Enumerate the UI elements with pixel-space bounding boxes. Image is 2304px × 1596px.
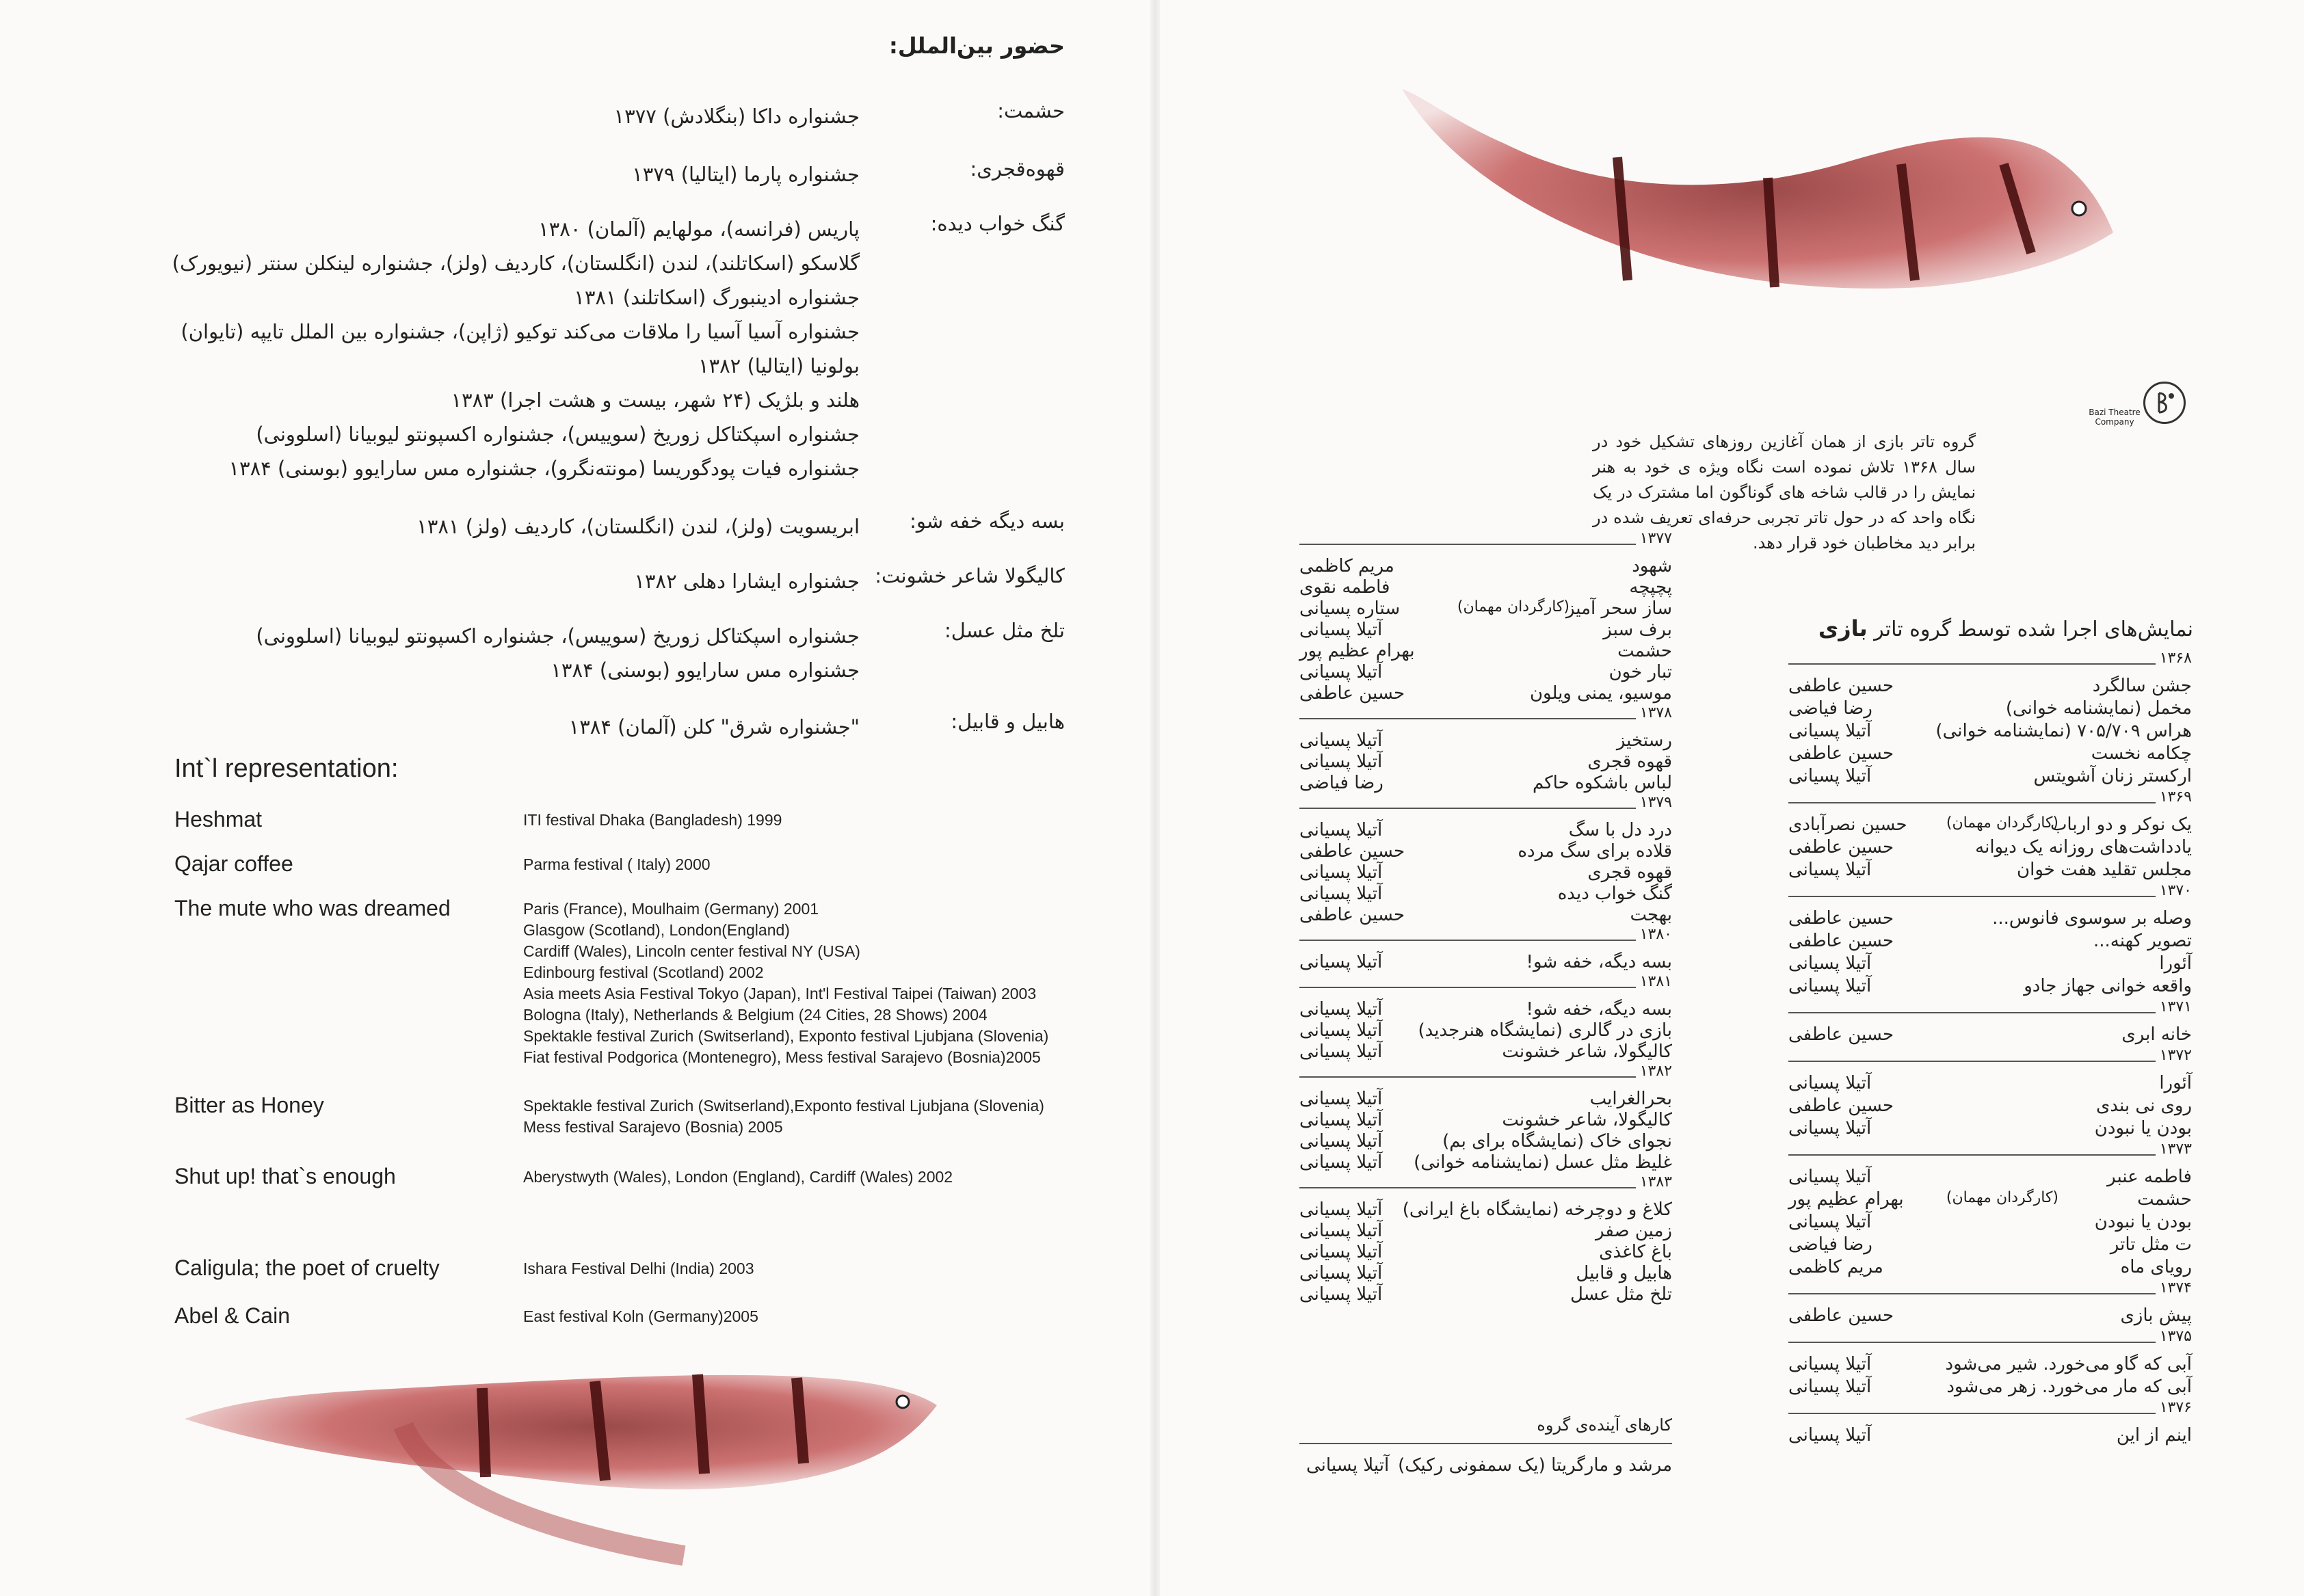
performance-director: آتیلا پسیانی	[1788, 766, 1872, 786]
performance-item	[1788, 1073, 2192, 1095]
year-divider	[1788, 998, 2192, 1015]
performance-title: هراس ۷۰۵/۷۰۹ (نمایشنامه خوانی)	[1935, 721, 2192, 741]
performance-title: وصله بر سوسوی فانوس...	[1992, 908, 2192, 929]
year-divider	[1299, 704, 1672, 721]
year-label: ۱۳۷۷	[1636, 530, 1672, 547]
performance-title: بسه دیگه، خفه شو!	[1526, 952, 1672, 972]
intl-row-fa-venue-line: جشنواره ادینبورگ (اسکاتلند) ۱۳۸۱	[574, 286, 860, 309]
performance-title: درد دل با سگ	[1568, 820, 1672, 840]
performance-title: بودن یا نبودن	[2094, 1212, 2192, 1232]
performance-title: یک نوکر و دو ارباب	[2050, 814, 2192, 835]
performance-director: آتیلا پسیانی	[1299, 952, 1383, 972]
performance-item	[1299, 883, 1672, 905]
performance-item	[1788, 1167, 2192, 1189]
intl-row-en-venue-line: Asia meets Asia Festival Tokyo (Japan), Int'l Festival Taipei (Taiwan) 2003	[523, 985, 1037, 1002]
performance-director: آتیلا پسیانی	[1788, 1354, 1872, 1374]
performance-director: آتیلا پسیانی	[1788, 1073, 1872, 1093]
performance-director: حسین عاطفی	[1788, 1305, 1894, 1326]
intl-row-en-venues	[523, 1306, 758, 1327]
year-label: ۱۳۷۱	[2156, 998, 2192, 1015]
performance-director: حسین عاطفی	[1299, 683, 1405, 704]
performance-director: حسین عاطفی	[1299, 905, 1405, 925]
performances-title	[1818, 615, 2193, 641]
performance-director: آتیلا پسیانی	[1299, 862, 1383, 883]
intl-row-en-venue-line: Spektakle festival Zurich (Switserland),Exponto festival Ljubjana (Slovenia)	[523, 1097, 1044, 1115]
intl-row-fa-venue-line: جشنواره ایشارا دهلی ۱۳۸۲	[634, 570, 860, 593]
year-divider	[1788, 650, 2192, 667]
intl-row-en-venue-line: ITI festival Dhaka (Bangladesh) 1999	[523, 811, 782, 829]
performance-title: موسیو، یمنی ویلون	[1529, 683, 1672, 704]
performance-title: حشمت	[2137, 1189, 2192, 1210]
intl-row-en-venue-line: Paris (France), Moulhaim (Germany) 2001	[523, 900, 819, 918]
guest-director-note: (کارگردان مهمان)	[1946, 814, 2058, 832]
performance-item	[1299, 1089, 1672, 1110]
performance-director: آتیلا پسیانی	[1299, 820, 1383, 840]
performance-title: قهوه قجری	[1587, 862, 1672, 883]
performance-director: آتیلا پسیانی	[1299, 662, 1383, 682]
company-logo	[2143, 382, 2186, 424]
year-divider	[1299, 926, 1672, 943]
performance-title: آبی که گاو می‌خورد. شیر می‌شود	[1945, 1354, 2192, 1374]
performance-title: ساز سحر آمیز	[1565, 598, 1672, 619]
performance-item	[1788, 1189, 2192, 1212]
performance-title: بهجت	[1630, 905, 1672, 925]
performance-title: هابیل و قابیل	[1576, 1263, 1672, 1284]
performance-item	[1788, 931, 2192, 953]
performance-title: مخمل (نمایشنامه خوانی)	[2005, 698, 2192, 719]
performance-item	[1299, 683, 1672, 704]
performance-director: آتیلا پسیانی	[1299, 999, 1383, 1020]
performance-title: روی نی بندی	[2096, 1095, 2192, 1116]
performance-title: پچپچه	[1629, 577, 1672, 598]
performance-director: مریم کاظمی	[1299, 556, 1394, 576]
performance-item	[1788, 743, 2192, 766]
intl-row-fa-venue-line: پاریس (فرانسه)، مولهایم (آلمان) ۱۳۸۰	[538, 217, 860, 241]
performance-director: رضا فیاضی	[1788, 698, 1872, 719]
company-logo-text: Bazi Theatre Company	[2089, 408, 2141, 427]
performance-item	[1299, 620, 1672, 641]
intl-row-fa-label: کالیگولا شاعر خشونت:	[875, 564, 1065, 587]
intl-row-fa-venues	[614, 99, 860, 133]
intl-row-fa-venue-line: جشنواره اسپکتاکل زوریخ (سوییس)، جشنواره اکسپونتو لیوبیانا (اسلوونی)	[256, 624, 860, 648]
performance-director: آتیلا پسیانی	[1299, 1263, 1383, 1284]
guest-director-note: (کارگردان مهمان)	[1946, 1189, 2058, 1206]
performance-item	[1299, 952, 1672, 973]
intl-row-en-label: Caligula; the poet of cruelty	[174, 1255, 440, 1280]
performance-title: آئورا	[2159, 1073, 2192, 1093]
intl-row-fa-venue-line: جشنواره آسیا آسیا را ملاقات می‌کند توکیو (ژاپن)، جشنواره بین الملل تایپه (تایوان)	[181, 320, 860, 343]
intl-row-en-label: Abel & Cain	[174, 1303, 290, 1328]
performance-item	[1299, 641, 1672, 662]
performance-director: آتیلا پسیانی	[1788, 953, 1872, 974]
year-divider	[1788, 1141, 2192, 1158]
future-work-title: مرشد و مارگریتا (یک سمفونی رکیک)	[1398, 1455, 1672, 1476]
performance-title: پیش بازی	[2120, 1305, 2192, 1326]
performance-item	[1788, 908, 2192, 931]
intl-row-en-venue-line: Spektakle festival Zurich (Switserland), Exponto festival Ljubjana (Slovenia)	[523, 1027, 1049, 1045]
intl-title-fa: حضور بین‌الملل:	[889, 33, 1065, 59]
intl-row-fa-venues	[416, 509, 860, 544]
performance-item	[1788, 860, 2192, 882]
performance-director: حسین عاطفی	[1299, 841, 1405, 862]
page-fold	[1150, 0, 1160, 1596]
intl-row-en-venue-line: Cardiff (Wales), Lincoln center festival NY (USA)	[523, 942, 860, 960]
performance-item	[1788, 676, 2192, 698]
performance-director: حسین نصرآبادی	[1788, 814, 1907, 835]
year-label: ۱۳۶۹	[2156, 788, 2192, 806]
performance-item	[1788, 1234, 2192, 1257]
performance-item	[1299, 1131, 1672, 1152]
performance-title: بسه دیگه، خفه شو!	[1526, 999, 1672, 1020]
performance-item	[1299, 598, 1672, 620]
performance-director: ستاره پسیانی	[1299, 598, 1401, 619]
performance-item	[1788, 814, 2192, 837]
performance-item	[1299, 862, 1672, 883]
performance-title: آبی که مار می‌خورد. زهر می‌شود	[1946, 1376, 2192, 1397]
intl-row-fa-venues	[256, 619, 860, 687]
year-label: ۱۳۷۲	[2156, 1047, 2192, 1064]
performance-title: واقعه خوانی جهاز جادو	[2024, 976, 2192, 996]
year-divider	[1788, 788, 2192, 806]
intl-row-en-venue-line: Parma festival ( Italy) 2000	[523, 855, 711, 873]
performance-director: آتیلا پسیانی	[1788, 976, 1872, 996]
intl-row-en-venue-line: Glasgow (Scotland), London(England)	[523, 921, 790, 939]
intl-row-fa-venue-line: ابریسویت (ولز)، لندن (انگلستان)، کاردیف (ولز) ۱۳۸۱	[416, 515, 860, 538]
intl-row-en-venues	[523, 1095, 1044, 1138]
performance-director: آتیلا پسیانی	[1299, 730, 1383, 751]
intl-row-en-venue-line: East festival Koln (Germany)2005	[523, 1307, 758, 1325]
intl-row-en-venue-line: Mess festival Sarajevo (Bosnia) 2005	[523, 1118, 783, 1136]
performance-item	[1788, 1257, 2192, 1279]
intl-row-fa-venue-line: جشنواره پارما (ایتالیا) ۱۳۷۹	[632, 163, 860, 186]
future-divider	[1299, 1443, 1672, 1444]
performance-title: زمین صفر	[1595, 1221, 1672, 1241]
future-work-person: آتیلا پسیانی	[1306, 1455, 1390, 1476]
intl-row-fa	[0, 212, 1065, 486]
intl-row-fa-label: هابیل و قابیل:	[951, 710, 1065, 733]
performance-title: غلیظ مثل عسل (نمایشنامه خوانی)	[1414, 1152, 1672, 1173]
performance-title: گنگ خواب دیده	[1557, 883, 1672, 904]
performance-item	[1299, 662, 1672, 683]
performance-director: آتیلا پسیانی	[1788, 1212, 1872, 1232]
performance-item	[1788, 1095, 2192, 1118]
performance-title: شهود	[1632, 556, 1672, 576]
intl-row-fa-venue-line: جشنواره مس سارایوو (بوسنی) ۱۳۸۴	[551, 659, 860, 682]
performance-director: آتیلا پسیانی	[1788, 1118, 1872, 1139]
performance-item	[1299, 773, 1672, 794]
intl-row-fa-venues	[632, 157, 860, 191]
performance-director: آتیلا پسیانی	[1299, 1110, 1383, 1130]
performance-item	[1788, 976, 2192, 998]
intl-row-en-venue-line: Bologna (Italy), Netherlands & Belgium (24 Cities, 28 Shows) 2004	[523, 1006, 988, 1024]
intl-row-en-venues	[523, 1167, 953, 1188]
performance-title: لباس باشکوه حاکم	[1533, 773, 1672, 793]
performance-director: رضا فیاضی	[1788, 1234, 1872, 1255]
performance-title: خانه ابری	[2121, 1024, 2192, 1045]
performance-item	[1788, 1212, 2192, 1234]
performance-director: آتیلا پسیانی	[1299, 1020, 1383, 1041]
performance-director: آتیلا پسیانی	[1299, 1152, 1383, 1173]
year-label: ۱۳۷۰	[2156, 882, 2192, 899]
performance-director: آتیلا پسیانی	[1299, 1242, 1383, 1262]
intl-row-fa-venue-line: جشنواره داکا (بنگلادش) ۱۳۷۷	[613, 105, 860, 128]
intl-row-fa	[0, 99, 1065, 133]
year-divider	[1299, 973, 1672, 990]
performance-item	[1299, 1199, 1672, 1221]
year-divider	[1788, 1279, 2192, 1296]
performance-title: ارکستر زنان آشویتس	[2033, 766, 2192, 786]
intl-row-en-label: Heshmat	[174, 807, 263, 832]
performance-title: کالیگولا، شاعر خشونت	[1502, 1041, 1672, 1062]
intl-row-fa-label: قهوه‌قجری:	[970, 157, 1065, 181]
performance-director: آتیلا پسیانی	[1299, 883, 1383, 904]
performance-director: آتیلا پسیانی	[1788, 1376, 1872, 1397]
year-label: ۱۳۶۸	[2156, 650, 2192, 667]
performance-item	[1788, 766, 2192, 788]
intl-row-fa-venue-line: جشنواره اسپکتاکل زوریخ (سوییس)، جشنواره اکسپونتو لیوبیانا (اسلوونی)	[256, 423, 860, 446]
performance-item	[1299, 1152, 1672, 1173]
intl-row-fa-venues	[172, 212, 860, 486]
performance-title: جشن سالگرد	[2092, 676, 2192, 696]
year-label: ۱۳۸۲	[1636, 1063, 1672, 1080]
performance-title: قلاده برای سگ مرده	[1518, 841, 1672, 862]
intl-row-en-venues	[523, 854, 711, 875]
performance-item	[1299, 730, 1672, 752]
performance-director: حسین عاطفی	[1788, 931, 1894, 951]
performance-director: آتیلا پسیانی	[1299, 1199, 1383, 1220]
intl-row-en-venue-line: Fiat festival Podgorica (Montenegro), Mess festival Sarajevo (Bosnia)2005	[523, 1048, 1041, 1066]
intl-row-fa	[0, 157, 1065, 191]
performance-title: حشمت	[1617, 641, 1672, 661]
year-label: ۱۳۸۰	[1636, 926, 1672, 943]
year-divider	[1299, 1063, 1672, 1080]
performance-title: کلاغ و دوچرخه (نمایشگاه باغ ایرانی)	[1402, 1199, 1672, 1220]
performance-item	[1788, 721, 2192, 743]
performance-director: آتیلا پسیانی	[1299, 1089, 1383, 1109]
fish-image-bottom	[178, 1323, 951, 1590]
performance-title: آئورا	[2159, 953, 2192, 974]
intl-row-fa	[0, 564, 1065, 598]
performance-item	[1788, 1024, 2192, 1047]
performance-item	[1788, 1376, 2192, 1399]
year-label: ۱۳۷۳	[2156, 1141, 2192, 1158]
year-label: ۱۳۸۳	[1636, 1173, 1672, 1191]
intl-row-fa	[0, 509, 1065, 544]
performance-title: برف سبز	[1603, 620, 1672, 640]
intl-row-fa-label: گنگ خواب دیده:	[930, 212, 1065, 235]
performance-director: رضا فیاضی	[1299, 773, 1383, 793]
performance-director: آتیلا پسیانی	[1299, 620, 1383, 640]
performance-director: آتیلا پسیانی	[1299, 1131, 1383, 1152]
performance-item	[1788, 1305, 2192, 1328]
performance-item	[1299, 1242, 1672, 1263]
performance-director: حسین عاطفی	[1788, 908, 1894, 929]
performance-director: حسین عاطفی	[1788, 1095, 1894, 1116]
performance-title: تصویر کهنه...	[2093, 931, 2192, 951]
performance-item	[1299, 1041, 1672, 1063]
intl-row-en-venue-line: Ishara Festival Delhi (India) 2003	[523, 1260, 754, 1277]
performance-title: باغ کاغذی	[1599, 1242, 1672, 1262]
year-divider	[1788, 1328, 2192, 1345]
intl-row-fa-label: بسه دیگه خفه شو:	[910, 509, 1065, 533]
performance-item	[1299, 820, 1672, 841]
year-label: ۱۳۷۶	[2156, 1399, 2192, 1416]
performance-item	[1299, 1263, 1672, 1284]
intl-row-en-venue-line: Aberystwyth (Wales), London (England), Cardiff (Wales) 2002	[523, 1168, 953, 1186]
intl-row-en-label: Shut up! that`s enough	[174, 1164, 396, 1188]
performance-director: حسین عاطفی	[1788, 1024, 1894, 1045]
performance-item	[1299, 1110, 1672, 1131]
performances-title-text: نمایش‌های اجرا شده توسط گروه تاتر	[1867, 617, 2193, 641]
performance-title: چکامه نخست	[2091, 743, 2192, 764]
performance-director: آتیلا پسیانی	[1299, 1221, 1383, 1241]
performance-title: کالیگولا، شاعر خشونت	[1502, 1110, 1672, 1130]
performance-director: حسین عاطفی	[1788, 743, 1894, 764]
group-intro-text: گروه تاتر بازی از همان آغازین روزهای تشکیل خود در سال ۱۳۶۸ تلاش نموده است نگاه ویژه ی خود به هنر نمایش را در قالب شاخه های گوناگون اما مشترک در یک نگاه واحد که در حول تاتر تجربی حرفه‌ای تعریف شده در برابر دید مخاطبان خود قرار دهد.	[1593, 432, 1976, 553]
year-divider	[1788, 882, 2192, 899]
intl-row-fa-venue-line: هلند و بلژیک (۲۴ شهر، بیست و هشت اجرا) ۱۳۸۳	[451, 388, 860, 412]
intl-row-fa	[0, 710, 1065, 744]
year-label: ۱۳۸۱	[1636, 973, 1672, 990]
intl-row-en-venues	[523, 899, 1048, 1068]
intl-row-fa-venue-line: بولونیا (ایتالیا) ۱۳۸۲	[698, 354, 860, 377]
year-label: ۱۳۷۴	[2156, 1279, 2192, 1296]
intl-title-en: Int`l representation:	[174, 754, 399, 783]
performance-title: اینم از این	[2116, 1425, 2192, 1446]
performance-director: آتیلا پسیانی	[1788, 1425, 1872, 1446]
performance-item	[1299, 1020, 1672, 1041]
intl-row-en-venue-line: Edinbourg festival (Scotland) 2002	[523, 963, 764, 981]
intl-row-fa-label: حشمت:	[997, 99, 1065, 122]
performance-item	[1788, 1425, 2192, 1448]
performance-title: تلخ مثل عسل	[1570, 1284, 1672, 1305]
performance-title: یادداشت‌های روزانه یک دیوانه	[1975, 837, 2192, 857]
performance-director: حسین عاطفی	[1788, 837, 1894, 857]
year-label: ۱۳۷۵	[2156, 1328, 2192, 1345]
performance-title: رویای ماه	[2120, 1257, 2192, 1277]
performance-director: آتیلا پسیانی	[1299, 1041, 1383, 1062]
guest-director-note: (کارگردان مهمان)	[1457, 598, 1570, 615]
intl-row-fa-venue-line: گلاسکو (اسکاتلند)، لندن (انگلستان)، کاردیف (ولز)، جشنواره لینکلن سنتر (نیویورک)	[172, 252, 860, 275]
performance-director: فاطمه نقوی	[1299, 577, 1390, 598]
intl-row-fa-venues	[569, 710, 860, 744]
performance-title: قهوه قجری	[1587, 752, 1672, 772]
intl-row-fa-venue-line: "جشنواره شرق" کلن (آلمان) ۱۳۸۴	[568, 715, 860, 739]
performance-director: بهرام عظیم پور	[1299, 641, 1415, 661]
performance-item	[1788, 1354, 2192, 1376]
year-divider	[1788, 1047, 2192, 1064]
performance-item	[1299, 577, 1672, 598]
intl-row-en-label: Bitter as Honey	[174, 1093, 324, 1117]
performance-item	[1788, 953, 2192, 976]
intl-row-fa-venues	[634, 564, 860, 598]
performance-director: آتیلا پسیانی	[1788, 1167, 1872, 1187]
intl-row-fa-venue-line: جشنواره فیات پودگوریسا (مونته‌نگرو)، جشنواره مس سارایوو (بوسنی) ۱۳۸۴	[228, 457, 860, 480]
performance-item	[1788, 1118, 2192, 1141]
intl-row-en-label: Qajar coffee	[174, 851, 293, 876]
intl-row-fa-label: تلخ مثل عسل:	[944, 619, 1065, 642]
performance-director: آتیلا پسیانی	[1299, 1284, 1383, 1305]
performance-item	[1299, 752, 1672, 773]
performance-title: رستخیز	[1616, 730, 1672, 751]
year-divider	[1299, 794, 1672, 811]
performance-director: آتیلا پسیانی	[1788, 721, 1872, 741]
performances-title-group: بازی	[1818, 615, 1868, 641]
year-label: ۱۳۷۸	[1636, 704, 1672, 721]
performance-item	[1788, 698, 2192, 721]
performance-title: تبار خون	[1608, 662, 1672, 682]
performance-director: مریم کاظمی	[1788, 1257, 1883, 1277]
intl-row-en-label: The mute who was dreamed	[174, 896, 451, 920]
intl-row-en-venues	[523, 810, 782, 831]
performance-title: فاطمه عنبر	[2107, 1167, 2192, 1187]
performance-item	[1299, 556, 1672, 577]
performance-title: بحرالغرایب	[1589, 1089, 1672, 1109]
performance-item	[1299, 1221, 1672, 1242]
performance-director: آتیلا پسیانی	[1788, 860, 1872, 880]
year-divider	[1788, 1399, 2192, 1416]
performance-title: ت مثل تاتر	[2110, 1234, 2192, 1255]
performance-item	[1299, 905, 1672, 926]
performance-item	[1299, 1284, 1672, 1305]
performance-item	[1299, 999, 1672, 1020]
performance-title: بودن یا نبودن	[2094, 1118, 2192, 1139]
year-divider	[1299, 530, 1672, 547]
performance-title: مجلس تقلید هفت خوان	[2017, 860, 2192, 880]
intl-row-en-venues	[523, 1258, 754, 1279]
performance-director: حسین عاطفی	[1788, 676, 1894, 696]
year-label: ۱۳۷۹	[1636, 794, 1672, 811]
performance-title: بازی در گالری (نمایشگاه هنرجدید)	[1418, 1020, 1672, 1041]
performance-director: بهرام عظیم پور	[1788, 1189, 1904, 1210]
performance-director: آتیلا پسیانی	[1299, 752, 1383, 772]
performance-item	[1788, 837, 2192, 860]
year-divider	[1299, 1173, 1672, 1191]
future-works-title: کارهای آینده‌ی گروه	[1537, 1415, 1672, 1435]
fish-image-top	[1388, 62, 2134, 335]
performance-item	[1299, 841, 1672, 862]
intl-row-fa	[0, 619, 1065, 687]
performance-title: نجوای خاک (نمایشگاه برای بم)	[1442, 1131, 1672, 1152]
